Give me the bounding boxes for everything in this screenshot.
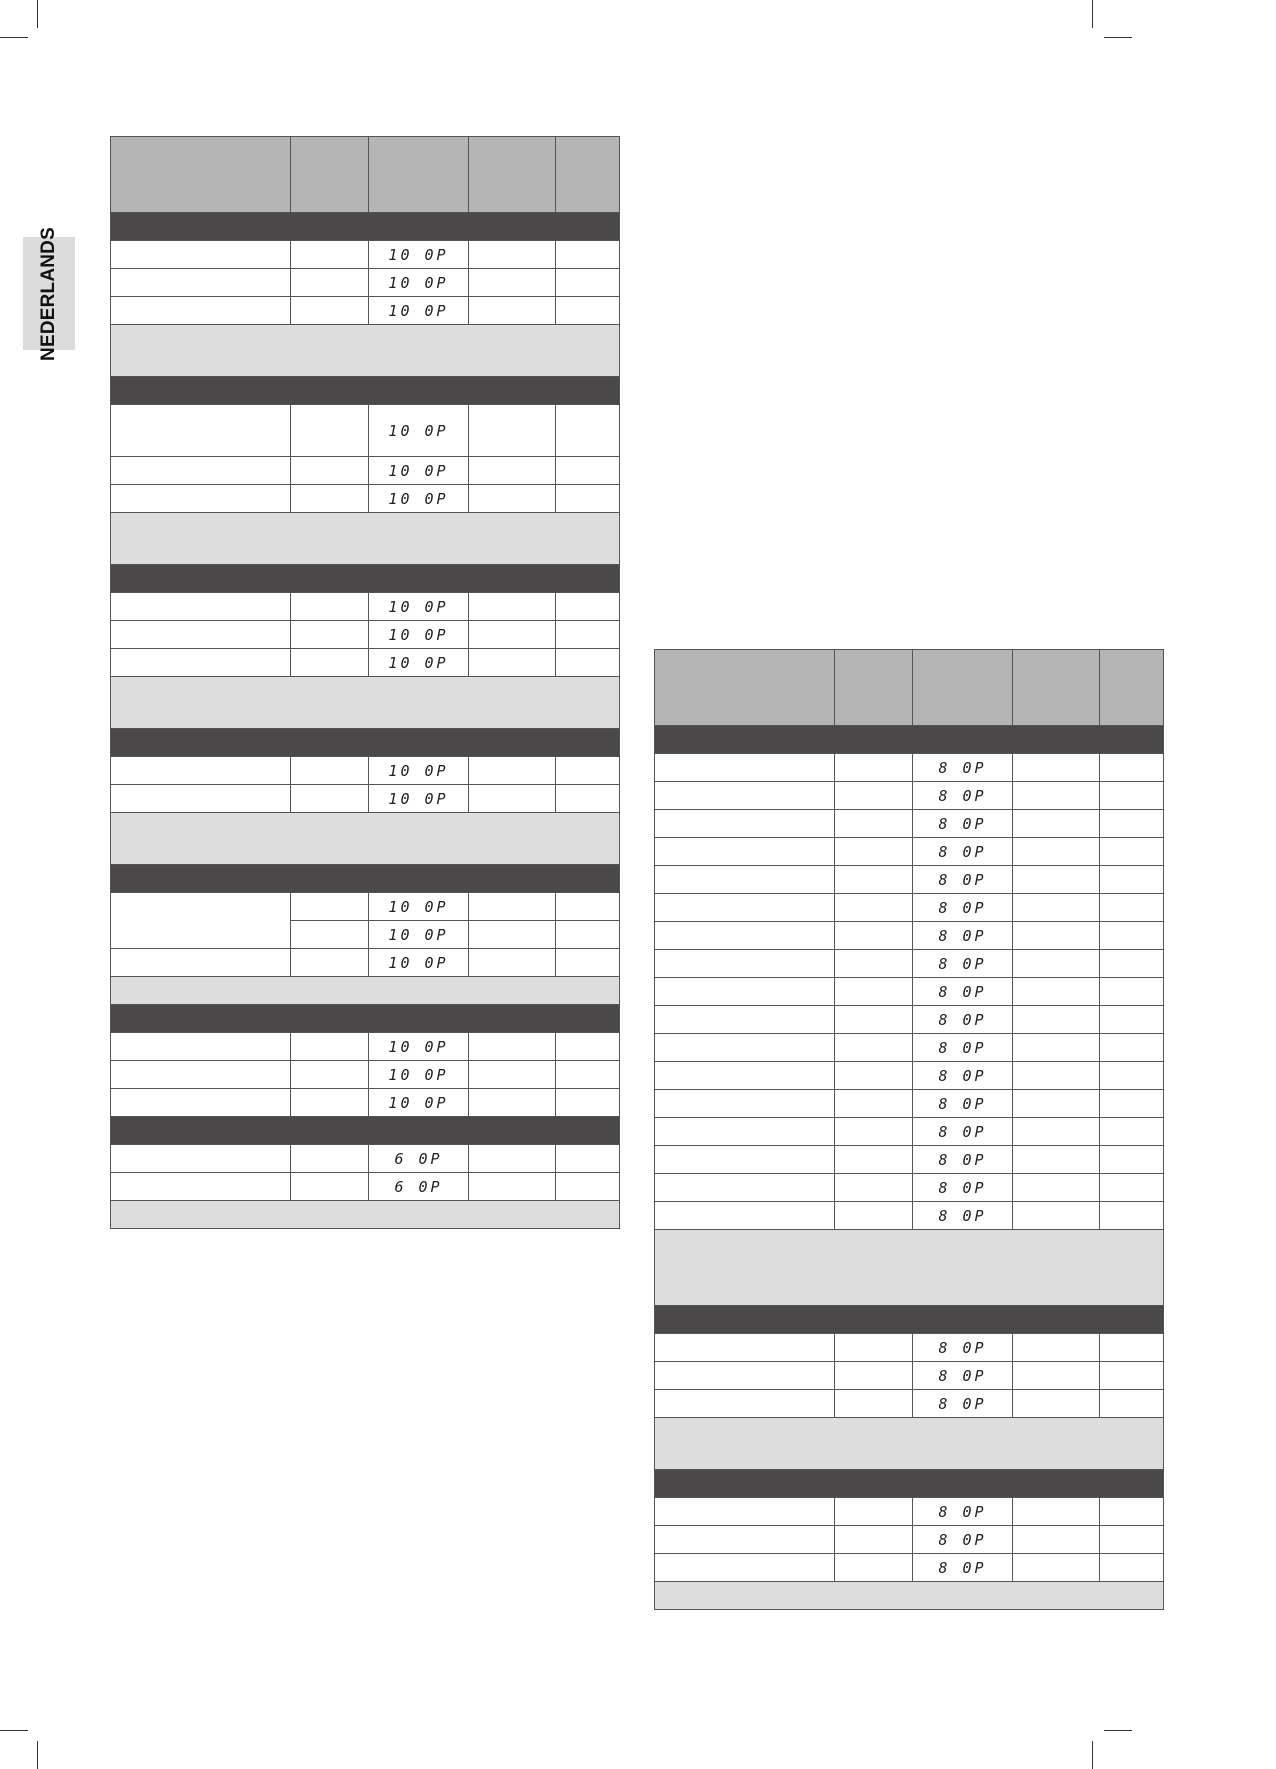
power-level-cell: 10 0P: [369, 921, 469, 949]
power-level-cell: 10 0P: [369, 785, 469, 813]
table-row: [655, 1390, 1164, 1418]
header-cell: [835, 650, 913, 726]
power-level-cell: 6 0P: [369, 1145, 469, 1173]
power-level-cell: 8 0P: [913, 1498, 1013, 1526]
header-cell: [655, 650, 835, 726]
crop-mark: [0, 1730, 28, 1731]
crop-mark: [1092, 0, 1093, 28]
table-row: [111, 649, 620, 677]
note-row: [111, 813, 620, 865]
note-row: [655, 1418, 1164, 1470]
table-row: [111, 949, 620, 977]
crop-mark: [1104, 1730, 1132, 1731]
section-header-row: [655, 1470, 1164, 1498]
table-row: [111, 621, 620, 649]
power-level-cell: 8 0P: [913, 1334, 1013, 1362]
power-level-cell: 8 0P: [913, 1202, 1013, 1230]
table-row: [655, 1526, 1164, 1554]
section-header-row: [111, 1117, 620, 1145]
header-cell: [1013, 650, 1100, 726]
table-row: [111, 1173, 620, 1201]
language-tab-label: NEDERLANDS: [38, 226, 59, 361]
header-cell: [469, 137, 556, 213]
table-row: [655, 1554, 1164, 1582]
table-row: [655, 838, 1164, 866]
power-level-cell: 10 0P: [369, 1061, 469, 1089]
table-row: [655, 1062, 1164, 1090]
power-level-cell: 6 0P: [369, 1173, 469, 1201]
table-row: [655, 782, 1164, 810]
note-row: [655, 1582, 1164, 1610]
table-row: [111, 785, 620, 813]
power-level-cell: 10 0P: [369, 893, 469, 921]
section-header-row: [655, 1306, 1164, 1334]
table-row: [111, 485, 620, 513]
power-level-cell: 10 0P: [369, 757, 469, 785]
table-row: [655, 1006, 1164, 1034]
section-header-row: [111, 213, 620, 241]
power-level-cell: 10 0P: [369, 269, 469, 297]
note-row: [655, 1230, 1164, 1306]
power-level-cell: 8 0P: [913, 978, 1013, 1006]
note-row: [111, 325, 620, 377]
header-cell: [111, 137, 291, 213]
table-row: [111, 457, 620, 485]
crop-mark: [1104, 37, 1132, 38]
power-level-cell: 10 0P: [369, 241, 469, 269]
cooking-table-left: [110, 136, 620, 1229]
table-row: [655, 1174, 1164, 1202]
section-header-row: [111, 565, 620, 593]
power-level-cell: 8 0P: [913, 754, 1013, 782]
table-row: [111, 269, 620, 297]
table-row: [655, 754, 1164, 782]
power-level-cell: 8 0P: [913, 950, 1013, 978]
table-row: [655, 1034, 1164, 1062]
header-cell: [369, 137, 469, 213]
crop-mark: [1092, 1741, 1093, 1769]
note-row: [111, 677, 620, 729]
table-row: [111, 1033, 620, 1061]
crop-mark: [0, 37, 28, 38]
table-row: [655, 1118, 1164, 1146]
header-cell: [1100, 650, 1164, 726]
power-level-cell: 8 0P: [913, 866, 1013, 894]
section-header-row: [655, 726, 1164, 754]
power-level-cell: 8 0P: [913, 782, 1013, 810]
note-row: [111, 1201, 620, 1229]
power-level-cell: 8 0P: [913, 1554, 1013, 1582]
section-header-row: [111, 377, 620, 405]
table-row: [655, 1362, 1164, 1390]
power-level-cell: 10 0P: [369, 297, 469, 325]
table-row: [111, 893, 620, 921]
power-level-cell: 10 0P: [369, 1089, 469, 1117]
table-row: [655, 1090, 1164, 1118]
table-header-row: [111, 137, 620, 213]
table-row: [655, 978, 1164, 1006]
note-row: [111, 513, 620, 565]
power-level-cell: 10 0P: [369, 405, 469, 457]
power-level-cell: 8 0P: [913, 1118, 1013, 1146]
table-row: [111, 1089, 620, 1117]
power-level-cell: 8 0P: [913, 1362, 1013, 1390]
power-level-cell: 8 0P: [913, 1526, 1013, 1554]
table-row: [111, 297, 620, 325]
power-level-cell: 8 0P: [913, 1146, 1013, 1174]
table-row: [655, 1334, 1164, 1362]
table-row: [655, 950, 1164, 978]
power-level-cell: 10 0P: [369, 457, 469, 485]
table-row: [111, 593, 620, 621]
power-level-cell: 10 0P: [369, 621, 469, 649]
header-cell: [913, 650, 1013, 726]
table-row: [655, 1202, 1164, 1230]
table-row: [111, 405, 620, 457]
power-level-cell: 10 0P: [369, 949, 469, 977]
power-level-cell: 8 0P: [913, 1390, 1013, 1418]
power-level-cell: 8 0P: [913, 1062, 1013, 1090]
power-level-cell: 8 0P: [913, 1090, 1013, 1118]
power-level-cell: 8 0P: [913, 1034, 1013, 1062]
section-header-row: [111, 1005, 620, 1033]
section-header-row: [111, 729, 620, 757]
table-row: [111, 1061, 620, 1089]
power-level-cell: 10 0P: [369, 1033, 469, 1061]
power-level-cell: 8 0P: [913, 894, 1013, 922]
table-row: [655, 894, 1164, 922]
table-row: [655, 1498, 1164, 1526]
table-row: [655, 810, 1164, 838]
header-cell: [291, 137, 369, 213]
cooking-table-right: [654, 649, 1164, 1610]
crop-mark: [37, 0, 38, 28]
header-cell: [556, 137, 620, 213]
power-level-cell: 10 0P: [369, 593, 469, 621]
power-level-cell: 10 0P: [369, 485, 469, 513]
section-header-row: [111, 865, 620, 893]
crop-mark: [37, 1741, 38, 1769]
table-row: [655, 1146, 1164, 1174]
table-row: [655, 866, 1164, 894]
language-tab: [23, 226, 75, 361]
table-row: [111, 757, 620, 785]
table-row: [655, 922, 1164, 950]
power-level-cell: 8 0P: [913, 838, 1013, 866]
power-level-cell: 8 0P: [913, 1006, 1013, 1034]
power-level-cell: 8 0P: [913, 922, 1013, 950]
power-level-cell: 8 0P: [913, 1174, 1013, 1202]
note-row: [111, 977, 620, 1005]
table-header-row: [655, 650, 1164, 726]
power-level-cell: 8 0P: [913, 810, 1013, 838]
table-row: [111, 241, 620, 269]
table-row: [111, 1145, 620, 1173]
power-level-cell: 10 0P: [369, 649, 469, 677]
